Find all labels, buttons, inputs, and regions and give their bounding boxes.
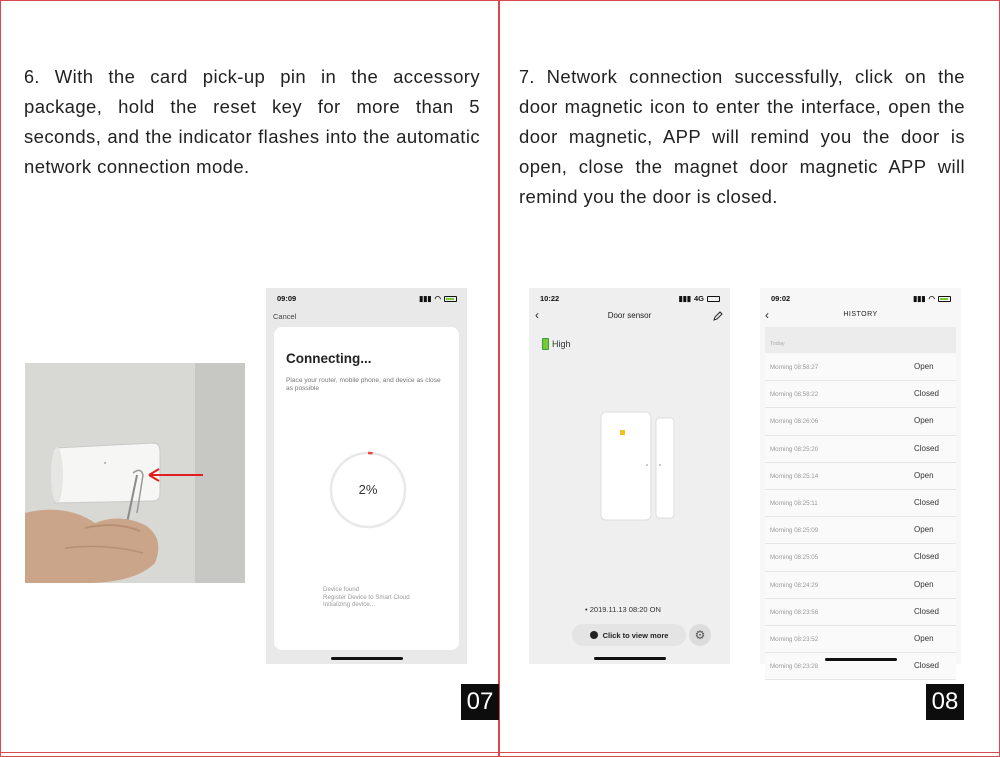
connecting-description: Place your router, mobile phone, and device as close as possible	[286, 377, 441, 392]
history-status: Closed	[914, 606, 939, 616]
history-status: Closed	[914, 552, 939, 562]
history-row	[765, 463, 956, 490]
battery-icon	[444, 296, 457, 302]
step-text: Network connection successfully, click on the door magnetic icon to enter the interface, open the door magnetic, APP will remind you the door is open, close the magnet door magnetic APP will remind you the door is closed.	[519, 66, 965, 207]
history-status: Open	[914, 633, 934, 643]
step-number: 6.	[24, 67, 40, 87]
history-time: Morning 08:58:27	[770, 364, 819, 371]
last-event-text: 2019.11.13 08:20 ON	[589, 605, 661, 614]
status-time: 09:02	[771, 294, 791, 303]
history-time: Morning 08:25:09	[770, 527, 819, 535]
home-indicator	[594, 657, 666, 660]
history-row	[765, 354, 956, 381]
history-time: Morning 08:23:28	[770, 663, 819, 671]
signal-icon: ▮▮▮	[419, 294, 432, 303]
view-more-button[interactable]	[572, 624, 686, 646]
page-number-right: 08	[926, 684, 964, 720]
step-device-found: Device found	[323, 586, 360, 593]
history-time: Morning 08:23:52	[770, 635, 819, 643]
history-row	[765, 544, 956, 571]
history-screen	[760, 288, 961, 671]
history-status: Closed	[914, 497, 939, 507]
history-title: HISTORY	[843, 311, 878, 318]
history-time: Morning 08:23:56	[770, 608, 819, 616]
step-text: With the card pick-up pin in the accessory package, hold the reset key for more than 5 seconds, and the indicator flashes into the automatic network connection mode.	[24, 66, 480, 177]
history-row	[765, 517, 956, 544]
event-dot-icon: •	[585, 605, 588, 614]
home-indicator	[825, 658, 897, 661]
history-status: Open	[914, 416, 934, 426]
history-status: Open	[914, 362, 934, 371]
history-row	[765, 436, 956, 463]
history-status: Open	[914, 579, 934, 589]
page-divider	[498, 0, 500, 757]
bottom-border	[0, 752, 1000, 753]
door-sensor-screen	[529, 288, 730, 664]
history-status: Open	[914, 470, 934, 480]
gear-icon[interactable]: ⚙	[689, 624, 711, 646]
page-number-left: 07	[461, 684, 499, 720]
step-register: Register Device to Smart Cloud	[323, 593, 410, 601]
status-bar	[771, 294, 951, 306]
history-row	[765, 381, 956, 408]
edit-pencil-icon[interactable]	[713, 311, 723, 321]
status-time: 10:22	[540, 294, 560, 303]
history-row	[765, 572, 956, 599]
history-status: Closed	[914, 443, 939, 453]
progress-percent: 2%	[358, 482, 378, 497]
connecting-card	[274, 327, 459, 650]
signal-icon: ▮▮▮	[913, 294, 926, 303]
signal-icon: ▮▮▮	[678, 294, 691, 303]
last-event	[585, 605, 661, 614]
wifi-icon: ◠	[434, 294, 441, 303]
history-time: Morning 08:26:06	[770, 418, 819, 426]
battery-status	[542, 338, 571, 350]
clock-icon	[590, 631, 598, 639]
connecting-screen	[266, 288, 467, 664]
section-header	[765, 327, 956, 353]
connection-steps	[323, 586, 410, 609]
history-row	[765, 599, 956, 626]
reset-key-photo	[25, 363, 245, 583]
history-time: Morning 08:25:11	[770, 499, 818, 507]
history-list	[765, 354, 956, 680]
history-status: Closed	[914, 661, 939, 671]
history-row	[765, 408, 956, 435]
history-time: Morning 08:25:14	[770, 472, 819, 480]
history-time: Morning 08:58:22	[770, 391, 819, 399]
screen-title: Door sensor	[607, 311, 652, 320]
view-more-label: Click to view more	[602, 630, 669, 640]
home-indicator	[331, 657, 403, 660]
cancel-button[interactable]: Cancel	[273, 312, 297, 321]
wifi-icon: ◠	[928, 294, 935, 303]
history-status: Closed	[914, 389, 939, 399]
history-time: Morning 08:25:20	[770, 445, 819, 453]
status-bar	[540, 294, 720, 306]
step-number: 7.	[519, 67, 535, 87]
network-label: 4G	[693, 294, 704, 303]
status-bar	[277, 294, 457, 306]
history-time: Morning 08:25:05	[770, 554, 819, 562]
instruction-step-6	[24, 62, 480, 182]
connecting-title: Connecting...	[286, 351, 372, 366]
history-row	[765, 490, 956, 517]
back-chevron-icon[interactable]: ‹	[535, 308, 539, 322]
back-chevron-icon[interactable]: ‹	[765, 308, 769, 322]
today-label: Today	[770, 341, 785, 347]
history-time: Morning 08:24:29	[770, 581, 819, 589]
battery-icon	[938, 296, 951, 302]
battery-label: High	[552, 339, 571, 349]
status-time: 09:09	[277, 294, 297, 303]
battery-level-icon	[542, 338, 549, 350]
history-status: Open	[914, 525, 934, 535]
battery-icon	[707, 296, 720, 302]
door-sensor-device[interactable]	[595, 410, 685, 522]
history-row	[765, 626, 956, 653]
instruction-step-7	[519, 62, 965, 212]
step-initializing: Initializing device...	[323, 601, 375, 608]
